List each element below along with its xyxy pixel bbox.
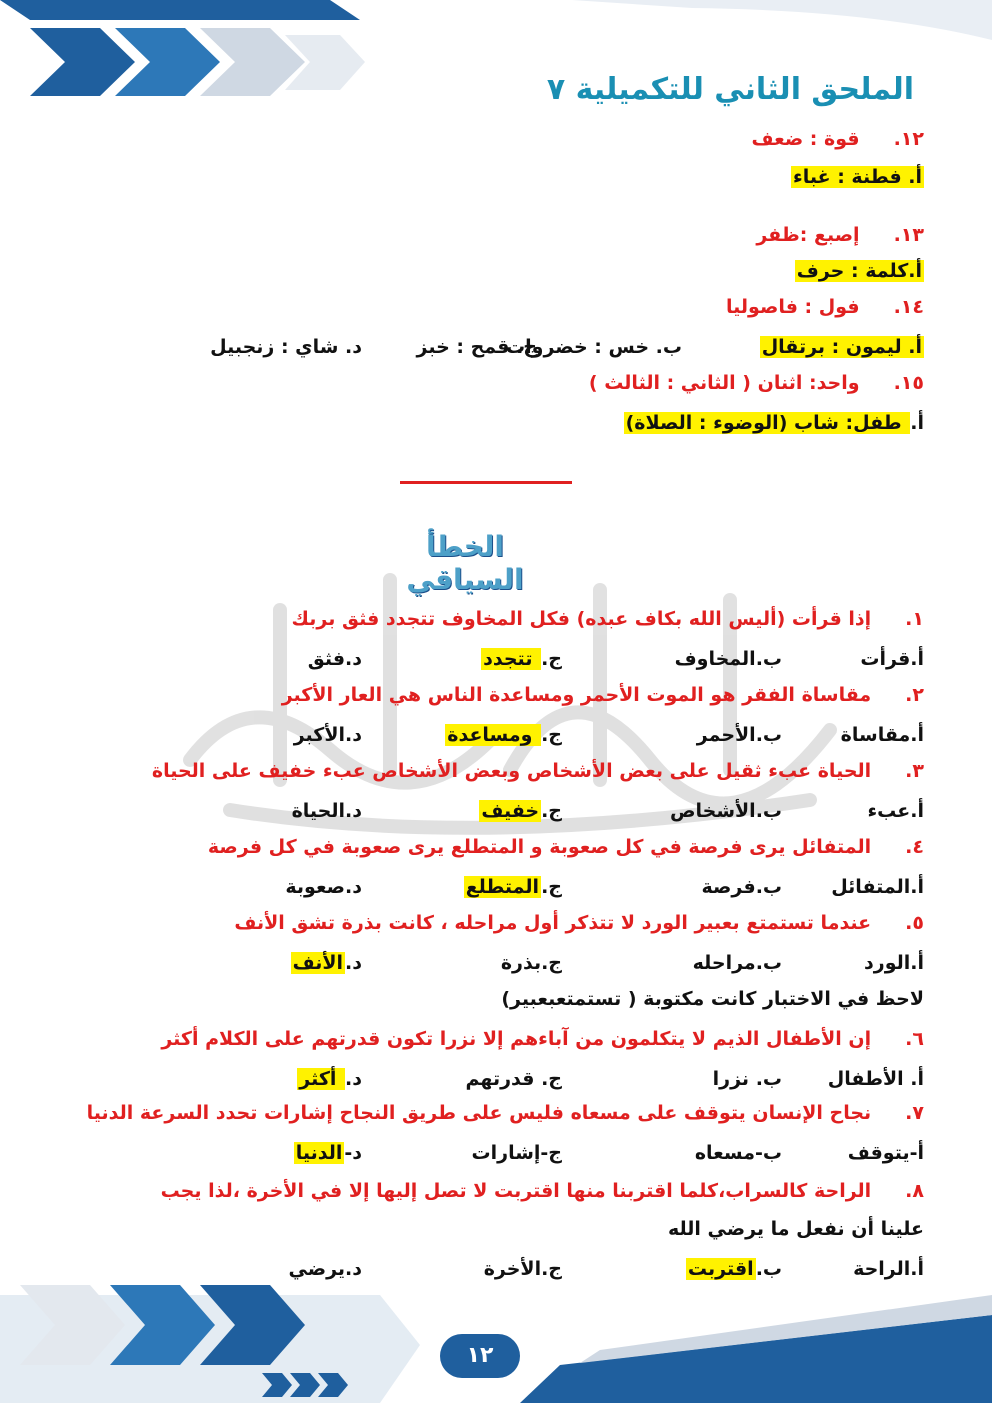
option-letter: ج.: [541, 1258, 562, 1280]
option-letter: د.: [345, 1258, 362, 1280]
option-word: مسعاه: [694, 1142, 756, 1164]
header-chevrons: [0, 0, 400, 120]
header-right-wave: [572, 0, 992, 60]
option-5-0: [864, 952, 924, 974]
option-word: الأكبر: [293, 724, 346, 746]
question-text: إن الأطفال الذيم لا يتكلمون من آباءهم إلا نزرا تكون قدرتهم على الكلام أكثر: [161, 1028, 872, 1050]
option-letter: ب-: [755, 1142, 782, 1164]
option-letter: ب.: [755, 1068, 782, 1090]
option-word: مراحله: [692, 952, 756, 974]
question-5: [234, 912, 924, 934]
answer-14: أ. ليمون : برتقال: [761, 336, 922, 358]
question-7: [87, 1102, 924, 1124]
option-word: المتفائل: [831, 876, 911, 898]
correct-answer-highlight: الدنيا: [295, 1142, 343, 1164]
option-1-1: [675, 648, 782, 670]
option-letter: أ.: [910, 1068, 924, 1090]
option-letter: د-: [344, 1142, 362, 1164]
question-continuation: علينا أن نفعل ما يرضي الله: [667, 1218, 924, 1240]
option-word: فثق: [307, 648, 346, 670]
option-letter: أ.: [910, 952, 924, 974]
correct-answer-highlight: ومساعدة: [447, 724, 540, 746]
option-1-0: [860, 648, 924, 670]
option-word: صعوبة: [285, 876, 346, 898]
option-word: الأخرة: [483, 1258, 542, 1280]
option-6-1: [713, 1068, 782, 1090]
option-6-0: [828, 1068, 924, 1090]
question-12: ١٢.قوة : ضعف: [751, 128, 924, 150]
option-letter: د.: [345, 952, 362, 974]
question-number: ٨.: [905, 1180, 924, 1202]
option-5-2: [501, 952, 562, 974]
option-letter: د.: [345, 648, 362, 670]
question-text: إذا قرأت (أليس الله بكاف عبده) فكل المخاوف تتجدد فثق بربك: [291, 608, 872, 630]
option-word: إشارات: [471, 1142, 541, 1164]
option-8-3: [288, 1258, 362, 1280]
option-letter: ج.: [541, 800, 562, 822]
question-number: ٧.: [905, 1102, 924, 1124]
correct-answer-highlight: تتجدد: [483, 648, 540, 670]
option-3-3: [292, 800, 362, 822]
option-word: يتوقف: [847, 1142, 910, 1164]
option-7-3: [294, 1142, 362, 1164]
option-letter: ب.: [755, 952, 782, 974]
question-15: ١٥.واحد: اثنان ( الثاني : الثالث ): [588, 372, 924, 394]
option-word: مقاساة: [840, 724, 911, 746]
option-14-c: ج. قمح : خبز: [416, 336, 537, 358]
question-text: المتفائل يرى فرصة في كل صعوبة و المتطلع يرى صعوبة في كل فرصة: [207, 836, 872, 858]
option-letter: أ.: [910, 876, 924, 898]
question-4: [208, 836, 924, 858]
question-text: عندما تستمتع بعبير الورد لا تتذكر أول مراحله ، كانت بذرة تشق الأنف: [234, 912, 872, 934]
option-letter: ج.: [541, 876, 562, 898]
question-text: الحياة عبء ثقيل على بعض الأشخاص وبعض الأشخاص عبء خفيف على الحياة: [151, 760, 872, 782]
option-4-0: [831, 876, 924, 898]
answer-12: أ. فطنة : غباء: [793, 166, 922, 188]
question-number: ٣.: [905, 760, 924, 782]
option-letter: ج-: [540, 1142, 562, 1164]
option-4-3: [285, 876, 362, 898]
option-letter: ب.: [755, 876, 782, 898]
page-title: الملحق الثاني للتكميلية ٧: [546, 72, 914, 107]
option-2-1: [697, 724, 782, 746]
option-8-0: [853, 1258, 924, 1280]
option-word: الأطفال: [827, 1068, 911, 1090]
section-title: الخطأ السياقي: [406, 530, 524, 596]
question-1: [292, 608, 924, 630]
option-7-2: [472, 1142, 562, 1164]
question-13: ١٣.إصبع :ظفر: [756, 224, 924, 246]
correct-answer-highlight: خفيف: [481, 800, 540, 822]
question-number: ٤.: [905, 836, 924, 858]
option-5-3: [291, 952, 362, 974]
page-number: ١٢: [440, 1334, 520, 1378]
answer-13: أ.كلمة : حرف: [796, 260, 922, 282]
option-letter: أ.: [910, 800, 924, 822]
question-6: [161, 1028, 924, 1050]
option-4-2: [464, 876, 562, 898]
option-8-2: [484, 1258, 562, 1280]
option-letter: أ-: [909, 1142, 924, 1164]
question-text: الراحة كالسراب،كلما اقتربنا منها اقتربت لا تصل إليها إلا في الأخرة ،لذا يجب: [160, 1180, 872, 1202]
option-letter: ب.: [755, 724, 782, 746]
option-2-2: [445, 724, 562, 746]
option-letter: د.: [345, 876, 362, 898]
question-14: ١٤.فول : فاصوليا: [726, 296, 924, 318]
option-4-1: [702, 876, 782, 898]
option-letter: أ.: [910, 1258, 924, 1280]
question-text: مقاساة الفقر هو الموت الأحمر ومساعدة الناس هي العار الأكبر: [281, 684, 872, 706]
question-number: ٢.: [905, 684, 924, 706]
option-letter: د.: [345, 1068, 362, 1090]
answer-15: أ. طفل: شاب (الوضوء : الصلاة): [625, 412, 924, 434]
option-3-0: [867, 800, 924, 822]
option-3-2: [479, 800, 562, 822]
option-6-3: [297, 1068, 362, 1090]
option-word: بذرة: [500, 952, 542, 974]
option-14-d: د. شاي : زنجبيل: [210, 336, 362, 358]
option-letter: ب.: [755, 1258, 782, 1280]
question-number: ٦.: [905, 1028, 924, 1050]
option-7-1: [695, 1142, 782, 1164]
option-word: يرضي: [288, 1258, 346, 1280]
option-2-0: [841, 724, 924, 746]
option-letter: د.: [345, 800, 362, 822]
correct-answer-highlight: أكثر: [299, 1068, 344, 1090]
section-divider: [400, 481, 572, 484]
option-letter: ب.: [755, 648, 782, 670]
option-5-1: [693, 952, 782, 974]
option-3-1: [670, 800, 782, 822]
option-word: قدرتهم: [465, 1068, 542, 1090]
option-2-3: [294, 724, 362, 746]
question-number: ٥.: [905, 912, 924, 934]
option-letter: ج.: [541, 724, 562, 746]
option-1-2: [481, 648, 562, 670]
option-word: نزرا: [712, 1068, 756, 1090]
option-word: الحياة: [291, 800, 346, 822]
option-word: فرصة: [701, 876, 756, 898]
option-letter: أ.: [910, 648, 924, 670]
option-word: الورد: [864, 952, 911, 974]
option-6-2: [466, 1068, 562, 1090]
note-text: لاحظ في الاختبار كانت مكتوبة ( تستمتعبعبير): [501, 988, 924, 1010]
option-letter: ب.: [755, 800, 782, 822]
option-1-3: [308, 648, 362, 670]
correct-answer-highlight: المتطلع: [465, 876, 540, 898]
question-2: [282, 684, 924, 706]
option-letter: ج.: [541, 1068, 562, 1090]
option-8-1: [686, 1258, 782, 1280]
option-word: الراحة: [853, 1258, 911, 1280]
question-3: [152, 760, 924, 782]
option-letter: ج.: [541, 648, 562, 670]
option-letter: أ.: [910, 724, 924, 746]
option-word: عبء: [867, 800, 911, 822]
question-text: نجاح الإنسان يتوقف على مسعاه فليس على طريق النجاح إشارات تحدد السرعة الدنيا: [86, 1102, 872, 1124]
option-letter: د.: [345, 724, 362, 746]
option-word: الأشخاص: [669, 800, 756, 822]
option-word: الأحمر: [696, 724, 756, 746]
option-word: المخاوف: [674, 648, 756, 670]
correct-answer-highlight: الأنف: [292, 952, 344, 974]
question-number: ١.: [905, 608, 924, 630]
option-14-b: ب. خس : خضروات: [506, 336, 682, 358]
question-8: [161, 1180, 924, 1202]
option-letter: ج.: [541, 952, 562, 974]
option-7-0: [848, 1142, 924, 1164]
option-word: قرأت: [860, 648, 911, 670]
correct-answer-highlight: اقتربت: [687, 1258, 754, 1280]
